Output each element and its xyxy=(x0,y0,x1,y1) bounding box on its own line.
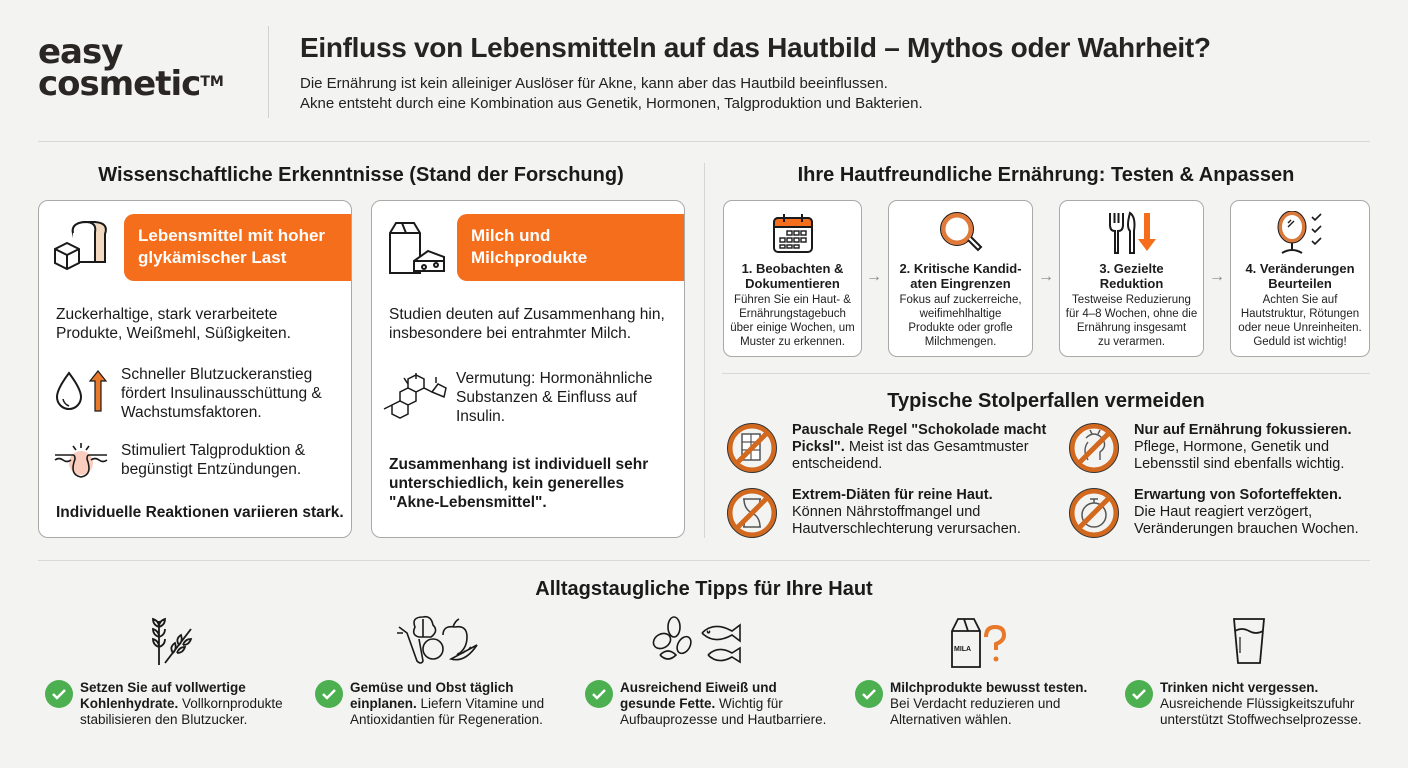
tip-desc: Wichtig für xyxy=(715,696,783,711)
tip-desc: Aufbauprozesse und Hautbarriere. xyxy=(620,712,827,727)
title-line: Dokumentieren xyxy=(745,276,840,291)
drop-arrow-up-icon xyxy=(53,369,109,418)
step-text xyxy=(892,293,1029,349)
no-chocolate-icon xyxy=(726,422,778,479)
bread-sugar-icon xyxy=(51,219,113,280)
logo-trademark: TM xyxy=(200,74,224,90)
science-section-title: Wissenschaftliche Erkenntnisse (Stand der Forschung) xyxy=(98,164,624,186)
text-line: Führen Sie ein Haut- & xyxy=(734,294,851,306)
text-line: unterschiedlich, kein generelles xyxy=(389,475,625,492)
science-card-glycemic xyxy=(38,200,352,538)
title-line: aten Eingrenzen xyxy=(910,276,1011,291)
pitfall-desc: Pflege, Hormone, Genetik und xyxy=(1134,439,1330,455)
tip-desc: Bei Verdacht reduzieren und xyxy=(890,696,1061,711)
pitfall-bold: Picksl". xyxy=(792,439,845,455)
tip-desc: Alternativen wählen. xyxy=(890,712,1012,727)
text-line: begünstigt Entzündungen. xyxy=(121,461,302,478)
pitfall-desc: Meist ist das Gesamtmuster xyxy=(844,439,1029,455)
text-line: Vermutung: Hormonähnliche xyxy=(456,370,653,387)
pitfall-bold: Nur auf Ernährung fokussieren. xyxy=(1134,422,1352,438)
text-line: Produkte oder grofle xyxy=(908,322,1013,334)
text-line: Ernährungstagebuch xyxy=(739,308,846,320)
divider xyxy=(38,560,1370,561)
card-conclusion: Individuelle Reaktionen variieren stark. xyxy=(56,504,344,521)
step-title xyxy=(1060,261,1203,291)
tip-bold: Gemüse und Obst täglich xyxy=(350,680,514,695)
section-divider xyxy=(704,163,705,538)
text-line: Fokus auf zuckerreiche, xyxy=(899,294,1022,306)
text-line: Geduld ist wichtig! xyxy=(1253,336,1347,348)
brand-logo xyxy=(38,32,224,104)
arrow-right-icon: → xyxy=(1038,268,1054,285)
process-step-1 xyxy=(723,200,862,357)
pitfall-desc: Lebensstil sind ebenfalls wichtig. xyxy=(1134,456,1345,472)
pitfall-bold: Extrem-Diäten für reine Haut. xyxy=(792,487,993,503)
divider xyxy=(38,141,1370,142)
step-title xyxy=(889,261,1032,291)
header xyxy=(0,0,1408,140)
grain-icon xyxy=(143,615,195,670)
water-glass-icon xyxy=(1231,615,1267,670)
title-line: 1. Beobachten & xyxy=(741,261,844,276)
cutlery-arrow-down-icon xyxy=(1106,211,1158,260)
tip-bold: einplanen. xyxy=(350,696,417,711)
subtitle-line: Akne entsteht durch eine Kombination aus Genetik, Hormonen, Talgproduktion und Bakterien. xyxy=(300,95,923,112)
heading-line: glykämischer Last xyxy=(138,248,287,267)
svg-text:MILA: MILA xyxy=(954,646,972,653)
process-step-2 xyxy=(888,200,1033,357)
vegetables-fruit-icon xyxy=(395,615,481,670)
no-stopwatch-icon xyxy=(1068,487,1120,544)
title-line: Beurteilen xyxy=(1268,276,1332,291)
card-conclusion xyxy=(389,455,648,512)
subtitle-line: Die Ernährung ist kein alleiniger Auslöser für Akne, kann aber das Hautbild beeinflussen. xyxy=(300,75,888,92)
pitfall-text xyxy=(1134,422,1352,473)
pitfall-desc: Können Nährstoffmangel und xyxy=(792,504,981,520)
text-line: Produkte, Weißmehl, Süßigkeiten. xyxy=(56,325,291,342)
step-text xyxy=(1234,293,1366,349)
text-line: Ernährung insgesamt xyxy=(1076,322,1187,334)
arrow-right-icon: → xyxy=(1209,268,1225,285)
text-line: Achten Sie auf xyxy=(1262,294,1338,306)
magnifier-icon xyxy=(939,211,983,260)
step-title xyxy=(1231,261,1369,291)
page-subtitle xyxy=(300,74,923,114)
pitfall-desc: Die Haut reagiert verzögert, xyxy=(1134,504,1313,520)
pitfall-bold: Pauschale Regel "Schokolade macht xyxy=(792,422,1047,438)
card-intro xyxy=(389,305,665,343)
hormone-molecule-icon xyxy=(382,369,448,424)
text-line: Zuckerhaltige, stark verarbeitete xyxy=(56,306,278,323)
text-line: zu verarmen. xyxy=(1097,336,1166,348)
title-line: Reduktion xyxy=(1099,276,1164,291)
text-line: Muster zu erkennen. xyxy=(740,336,845,348)
tip-desc: Antioxidantien für Regeneration. xyxy=(350,712,543,727)
step-text xyxy=(727,293,858,349)
text-line: über einige Wochen, um xyxy=(730,322,855,334)
tip-bold: Setzen Sie auf vollwertige xyxy=(80,680,246,695)
text-line: oder neue Unreinheiten. xyxy=(1238,322,1362,334)
text-line: Hautstruktur, Rötungen xyxy=(1240,308,1360,320)
tip-bold: Trinken nicht vergessen. xyxy=(1160,680,1319,695)
mirror-checklist-icon xyxy=(1274,211,1326,260)
text-line: Studien deuten auf Zusammenhang hin, xyxy=(389,306,665,323)
text-line: insbesondere bei entrahmter Milch. xyxy=(389,325,632,342)
point-text xyxy=(456,369,652,426)
text-line: fördert Insulinausschüttung & xyxy=(121,385,322,402)
tip-text xyxy=(890,680,1087,728)
arrow-right-icon: → xyxy=(866,268,882,285)
text-line: Wachstumsfaktoren. xyxy=(121,404,262,421)
check-icon xyxy=(855,680,883,708)
tip-text xyxy=(80,680,283,728)
title-line: 4. Veränderungen xyxy=(1245,261,1355,276)
page-title: Einfluss von Lebensmitteln auf das Hautbild – Mythos oder Wahrheit? xyxy=(300,32,1211,63)
heading-line: Milch und xyxy=(471,226,551,245)
process-section-title: Ihre Hautfreundliche Ernährung: Testen & Anpassen xyxy=(797,164,1295,186)
pitfall-desc: Veränderungen brauchen Wochen. xyxy=(1134,521,1359,537)
card-heading xyxy=(457,214,685,281)
text-line: Substanzen & Einfluss auf xyxy=(456,389,637,406)
tip-bold: Kohlenhydrate. xyxy=(80,696,179,711)
check-icon xyxy=(315,680,343,708)
card-intro xyxy=(56,305,291,343)
logo-line1: easy xyxy=(38,32,123,72)
tip-bold: Ausreichend Eiweiß und xyxy=(620,680,777,695)
text-line: weifimehlhaltige xyxy=(919,308,1002,320)
milk-question-icon xyxy=(948,615,1008,674)
pitfall-text xyxy=(792,422,1046,473)
heading-line: Lebensmittel mit hoher xyxy=(138,226,326,245)
tip-desc: Vollkornprodukte xyxy=(178,696,283,711)
check-icon xyxy=(585,680,613,708)
no-diet-icon xyxy=(726,487,778,544)
pitfall-desc: entscheidend. xyxy=(792,456,883,472)
text-line: Milchmengen. xyxy=(924,336,997,348)
tip-desc: Liefern Vitamine und xyxy=(416,696,545,711)
title-line: 3. Gezielte xyxy=(1099,261,1164,276)
calendar-icon xyxy=(771,211,815,260)
text-line: Testweise Reduzierung xyxy=(1072,294,1191,306)
divider xyxy=(722,373,1370,374)
card-heading xyxy=(124,214,352,281)
text-line: Stimuliert Talgproduktion & xyxy=(121,442,306,459)
text-line: Insulin. xyxy=(456,408,506,425)
step-text xyxy=(1063,293,1200,349)
pitfall-text xyxy=(792,487,1021,538)
nuts-fish-icon xyxy=(650,615,754,670)
check-icon xyxy=(45,680,73,708)
point-text xyxy=(121,441,305,479)
title-line: 2. Kritische Kandid- xyxy=(899,261,1022,276)
step-title xyxy=(724,261,861,291)
heading-line: Milchprodukte xyxy=(471,248,588,267)
inflamed-pore-icon xyxy=(53,441,109,486)
science-card-dairy xyxy=(371,200,685,538)
text-line: Zusammenhang ist individuell sehr xyxy=(389,456,649,473)
logo-line2: cosmetic xyxy=(38,64,201,104)
no-single-focus-icon xyxy=(1068,422,1120,479)
tips-section-title: Alltagstaugliche Tipps für Ihre Haut xyxy=(535,578,873,600)
tip-desc: stabilisieren den Blutzucker. xyxy=(80,712,248,727)
milk-cheese-icon xyxy=(384,219,446,284)
pitfall-bold: Erwartung von Soforteffekten. xyxy=(1134,487,1342,503)
text-line: Schneller Blutzuckeranstieg xyxy=(121,366,313,383)
tip-text xyxy=(350,680,544,728)
tip-desc: unterstützt Stoffwechselprozesse. xyxy=(1160,712,1362,727)
tip-text xyxy=(1160,680,1362,728)
pitfall-text xyxy=(1134,487,1359,538)
tip-desc: Ausreichende Flüssigkeitszufuhr xyxy=(1160,696,1355,711)
text-line: für 4–8 Wochen, ohne die xyxy=(1065,308,1198,320)
pitfall-desc: Hautverschlechterung verursachen. xyxy=(792,521,1021,537)
pitfalls-section-title: Typische Stolperfallen vermeiden xyxy=(887,390,1205,412)
tip-text xyxy=(620,680,826,728)
process-step-4 xyxy=(1230,200,1370,357)
check-icon xyxy=(1125,680,1153,708)
logo-divider xyxy=(268,26,269,118)
process-step-3 xyxy=(1059,200,1204,357)
tip-bold: gesunde Fette. xyxy=(620,696,716,711)
tip-bold: Milchprodukte bewusst testen. xyxy=(890,680,1088,695)
point-text xyxy=(121,365,322,422)
text-line: "Akne-Lebensmittel". xyxy=(389,494,547,511)
